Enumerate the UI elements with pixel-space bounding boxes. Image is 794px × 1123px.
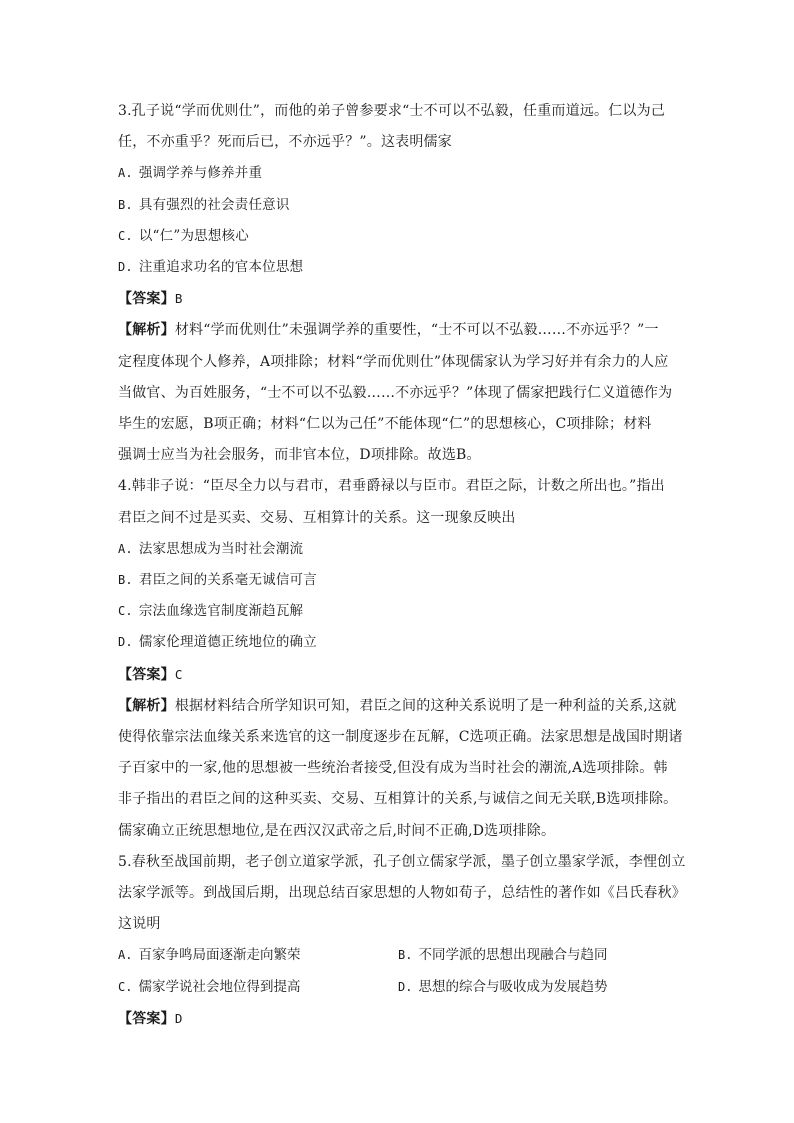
option-b [398, 940, 678, 971]
question-stem-line: 君臣之间不过是买卖、交易、互相算计的关系。这一现象反映出 [118, 509, 516, 526]
option-text: 君臣之间的关系毫无诚信可言 [138, 572, 317, 589]
option-row [118, 940, 678, 971]
answer-label: 【答案】 [118, 666, 175, 683]
analysis-label: 【解析】 [118, 322, 175, 339]
question-stem-line: 任，不亦重乎？死而后已，不亦远乎？”。这表明儒家 [118, 134, 452, 151]
analysis-line: 儒家确立正统思想地位,是在西汉汉武帝之后,时间不正确,D选项排除。 [118, 822, 556, 839]
answer-line [118, 659, 678, 691]
analysis-label: 【解析】 [118, 697, 175, 714]
option-text: 不同学派的思想出现融合与趋同 [418, 947, 608, 964]
document-page [118, 96, 686, 1035]
analysis-line: 强调士应当为社会服务，而非官本位，D项排除。故选B。 [118, 447, 481, 464]
option-a [118, 534, 678, 565]
option-key: B. [118, 197, 133, 212]
option-key: B. [398, 948, 413, 963]
analysis-line: 毕生的宏愿，B项正确；材料“仁以为己任”不能体现“仁”的思想核心，C项排除；材料 [118, 416, 652, 433]
question-stem-line: 4.韩非子说：“臣尽全力以与君市，君垂爵禄以与臣市。君臣之际，计数之所出也。”指出 [118, 478, 665, 495]
option-c [118, 596, 678, 627]
answer-line [118, 283, 678, 315]
option-c [118, 972, 398, 1003]
question-5 [118, 847, 686, 1035]
option-text: 强调学养与修养并重 [138, 165, 263, 182]
analysis-text: 根据材料结合所学知识可知，君臣之间的这种关系说明了是一种利益的关系,这就 [174, 697, 677, 714]
question-4 [118, 471, 683, 846]
option-a [118, 940, 398, 971]
option-text: 以“仁”为思想核心 [138, 227, 249, 244]
option-text: 宗法血缘选官制度渐趋瓦解 [138, 603, 304, 620]
option-c [118, 221, 678, 252]
option-key: A. [118, 166, 133, 181]
analysis-text: 材料“学而优则仕”未强调学养的重要性，“士不可以不弘毅……不亦远乎？”一 [174, 322, 659, 339]
option-a [118, 158, 678, 189]
option-text: 儒家学说社会地位得到提高 [138, 978, 301, 995]
option-text: 注重追求功名的官本位思想 [138, 259, 304, 276]
option-text: 思想的综合与吸收成为发展趋势 [418, 978, 608, 995]
answer-value: D [174, 1010, 183, 1026]
question-stem-line: 这说明 [118, 916, 161, 933]
analysis-line: 定程度体现个人修养，A项排除；材料“学而优则仕”体现儒家认为学习好并有余力的人应 [118, 353, 669, 370]
option-key: D. [398, 979, 413, 994]
option-text: 百家争鸣局面逐渐走向繁荣 [138, 947, 301, 964]
option-b [118, 190, 678, 221]
option-key: D. [118, 635, 133, 650]
option-key: C. [118, 979, 133, 994]
option-d [398, 972, 678, 1003]
option-key: C. [118, 228, 133, 243]
question-stem-line: 法家学派等。到战国后期，出现总结百家思想的人物如荀子，总结性的著作如《吕氏春秋》 [118, 885, 686, 902]
option-key: B. [118, 573, 133, 588]
analysis-line: 子百家中的一家,他的思想被一些统治者接受,但没有成为当时社会的潮流,A选项排除。韩 [118, 760, 668, 777]
option-key: A. [118, 541, 133, 556]
option-row [118, 972, 678, 1003]
option-d [118, 627, 678, 658]
answer-label: 【答案】 [118, 291, 175, 308]
analysis-line [118, 315, 678, 346]
question-3 [118, 96, 678, 471]
analysis-line: 非子指出的君臣之间的这种买卖、交易、互相算计的关系,与诚信之间无关联,B选项排除。 [118, 791, 678, 808]
option-d [118, 252, 678, 283]
option-text: 法家思想成为当时社会潮流 [138, 540, 304, 557]
answer-label: 【答案】 [118, 1010, 175, 1027]
option-text: 儒家伦理道德正统地位的确立 [138, 634, 317, 651]
question-stem-line: 3.孔子说“学而优则仕”，而他的弟子曾参要求“士不可以不弘毅，任重而道远。仁以为己 [118, 103, 666, 119]
answer-value: C [174, 666, 183, 682]
option-b [118, 565, 678, 596]
question-stem-line: 5.春秋至战国前期，老子创立道家学派，孔子创立儒家学派，墨子创立墨家学派，李悝创立 [118, 853, 686, 870]
option-text: 具有强烈的社会责任意识 [138, 196, 290, 213]
option-key: A. [118, 948, 133, 963]
answer-value: B [174, 291, 183, 307]
analysis-line: 使得依靠宗法血缘关系来选官的这一制度逐步在瓦解，C选项正确。法家思想是战国时期诸 [118, 729, 683, 746]
answer-line [118, 1003, 678, 1035]
option-key: C. [118, 604, 133, 619]
analysis-line [118, 691, 678, 722]
analysis-line: 当做官、为百姓服务，“士不可以不弘毅……不亦远乎？”体现了儒家把践行仁义道德作为 [118, 384, 673, 401]
option-key: D. [118, 260, 133, 275]
